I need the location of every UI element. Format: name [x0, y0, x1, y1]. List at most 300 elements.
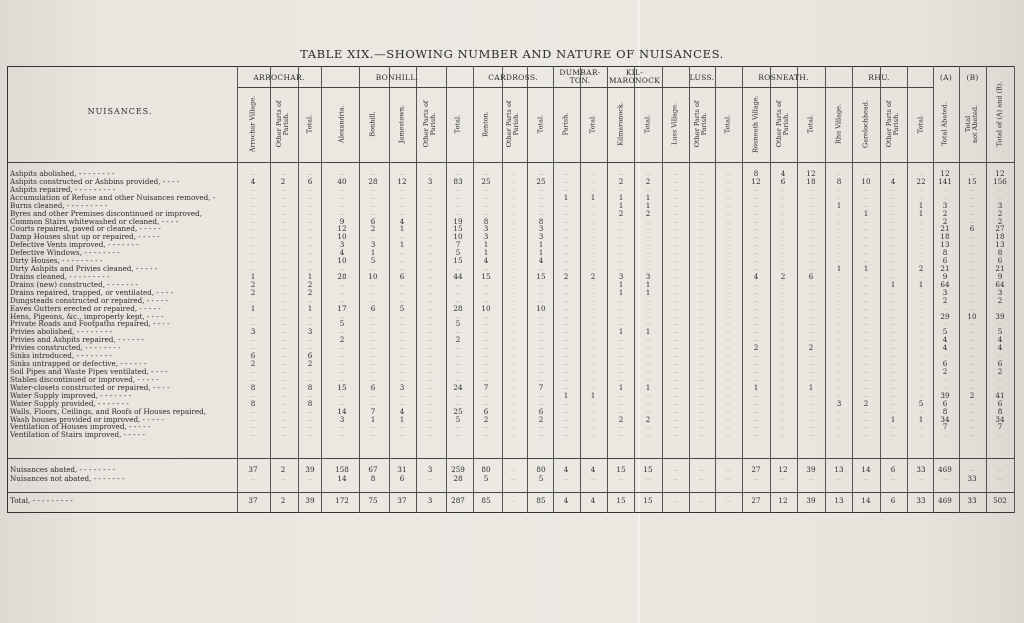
table-cell: 21	[940, 264, 950, 274]
table-cell: 5	[455, 414, 461, 424]
empty-cell: ...	[780, 313, 786, 320]
table-cell: 4	[250, 176, 256, 186]
empty-cell: ...	[645, 171, 651, 177]
empty-cell: ...	[890, 345, 896, 352]
table-cell: 6	[538, 406, 544, 416]
empty-cell: ...	[618, 392, 624, 399]
empty-cell: ...	[698, 305, 704, 312]
empty-cell: ...	[672, 424, 678, 431]
row-label: Courts repaired, paved or cleaned, - - - - -	[10, 224, 161, 234]
empty-cell: ...	[455, 281, 461, 288]
empty-cell: ...	[510, 361, 516, 368]
table-cell: 1	[538, 240, 544, 250]
empty-cell: ...	[725, 476, 731, 482]
row-label: Dungsteads constructed or repaired, - - - - -	[10, 295, 169, 305]
empty-cell: ...	[510, 329, 516, 336]
empty-cell: ...	[427, 345, 433, 352]
table-cell: 2	[918, 264, 924, 274]
empty-cell: ...	[753, 250, 759, 257]
empty-cell: ...	[427, 289, 433, 296]
empty-cell: ...	[645, 376, 651, 383]
table-cell: 15	[967, 176, 977, 186]
empty-cell: ...	[590, 289, 596, 296]
empty-cell: ...	[590, 432, 596, 439]
empty-cell: ...	[399, 376, 405, 383]
empty-cell: ...	[672, 392, 678, 399]
table-cell: 1	[307, 303, 313, 313]
empty-cell: ...	[510, 408, 516, 415]
table-cell: 14	[337, 406, 347, 416]
empty-cell: ...	[725, 297, 731, 304]
empty-cell: ...	[698, 467, 704, 473]
table-cell: 2	[590, 271, 596, 281]
empty-cell: ...	[590, 186, 596, 193]
row-label: Water-closets constructed or repaired, - - - -	[10, 382, 170, 392]
empty-cell: ...	[510, 353, 516, 360]
table-cell: 6	[997, 398, 1003, 408]
empty-cell: ...	[918, 345, 924, 352]
table-cell: 22	[916, 176, 926, 186]
empty-cell: ...	[538, 376, 544, 383]
empty-cell: ...	[969, 369, 975, 375]
empty-cell: ...	[969, 467, 975, 473]
empty-cell: ...	[808, 194, 814, 201]
empty-cell: ...	[483, 376, 489, 383]
empty-cell: ...	[918, 258, 924, 265]
empty-cell: ...	[645, 424, 651, 431]
empty-cell: ...	[753, 281, 759, 288]
empty-cell: ...	[538, 194, 544, 201]
empty-cell: ...	[836, 337, 842, 344]
empty-cell: ...	[510, 498, 516, 504]
table-cell: 15	[643, 465, 653, 474]
table-cell: 3	[339, 240, 345, 250]
empty-cell: ...	[455, 345, 461, 352]
empty-cell: ...	[307, 258, 313, 265]
empty-cell: ...	[538, 321, 544, 328]
table-cell: 8	[997, 406, 1003, 416]
empty-cell: ...	[698, 361, 704, 368]
nuisances-header: NUISANCES.	[87, 107, 153, 116]
empty-cell: ...	[969, 234, 975, 241]
table-cell: 67	[368, 465, 378, 474]
table-cell: 12	[778, 496, 788, 505]
table-cell: 2	[969, 390, 975, 400]
empty-cell: ...	[563, 321, 569, 328]
table-cell: 6	[942, 398, 948, 408]
table-cell: 1	[618, 287, 624, 297]
empty-cell: ...	[250, 297, 256, 304]
total-rule	[7, 492, 1015, 493]
group-underline	[825, 87, 933, 88]
empty-cell: ...	[618, 424, 624, 431]
empty-cell: ...	[280, 329, 286, 336]
empty-cell: ...	[538, 400, 544, 407]
table-cell: 1	[618, 382, 624, 392]
empty-cell: ...	[918, 476, 924, 482]
table-cell: 141	[938, 176, 952, 186]
empty-cell: ...	[918, 424, 924, 431]
table-cell: 13	[834, 496, 844, 505]
table-cell: 9	[942, 271, 948, 281]
empty-cell: ...	[698, 424, 704, 431]
empty-cell: ...	[753, 369, 759, 375]
group-underline	[553, 87, 607, 88]
table-cell: 33	[916, 465, 926, 474]
table-cell: 85	[536, 496, 546, 505]
table-cell: 8	[370, 474, 376, 483]
table-cell: 3	[997, 200, 1003, 210]
empty-cell: ...	[250, 226, 256, 233]
empty-cell: ...	[250, 194, 256, 201]
empty-cell: ...	[538, 186, 544, 193]
table-cell: 7	[997, 422, 1003, 432]
empty-cell: ...	[725, 281, 731, 288]
empty-cell: ...	[780, 226, 786, 233]
table-cell: 19	[453, 216, 463, 226]
empty-cell: ...	[455, 210, 461, 217]
empty-cell: ...	[370, 424, 376, 431]
table-cell: 75	[368, 496, 378, 505]
empty-cell: ...	[918, 384, 924, 391]
column-header: Total not Abated.	[964, 104, 979, 144]
empty-cell: ...	[672, 242, 678, 249]
empty-cell: ...	[698, 416, 704, 423]
empty-cell: ...	[370, 289, 376, 296]
table-cell: 1	[483, 248, 489, 258]
table-cell: 10	[453, 232, 463, 242]
table-cell: 4	[563, 465, 569, 474]
table-cell: 1	[618, 327, 624, 337]
empty-cell: ...	[339, 289, 345, 296]
empty-cell: ...	[780, 345, 786, 352]
empty-cell: ...	[753, 202, 759, 209]
empty-cell: ...	[698, 273, 704, 280]
column-header: Total.	[588, 114, 597, 134]
empty-cell: ...	[427, 210, 433, 217]
empty-cell: ...	[918, 186, 924, 193]
empty-cell: ...	[618, 250, 624, 257]
table-cell: 2	[483, 414, 489, 424]
empty-cell: ...	[698, 353, 704, 360]
table-cell: 6	[997, 256, 1003, 266]
empty-cell: ...	[250, 171, 256, 177]
table-cell: 27	[751, 496, 761, 505]
empty-cell: ...	[863, 329, 869, 336]
empty-cell: ...	[590, 376, 596, 383]
empty-cell: ...	[942, 476, 948, 482]
table-cell: 25	[536, 176, 546, 186]
empty-cell: ...	[538, 432, 544, 439]
empty-cell: ...	[339, 345, 345, 352]
empty-cell: ...	[339, 171, 345, 177]
empty-cell: ...	[725, 353, 731, 360]
empty-cell: ...	[399, 424, 405, 431]
table-cell: 39	[995, 311, 1005, 321]
empty-cell: ...	[808, 329, 814, 336]
empty-cell: ...	[370, 210, 376, 217]
empty-cell: ...	[307, 392, 313, 399]
empty-cell: ...	[725, 376, 731, 383]
empty-cell: ...	[808, 337, 814, 344]
empty-cell: ...	[780, 369, 786, 375]
empty-cell: ...	[563, 234, 569, 241]
empty-cell: ...	[918, 234, 924, 241]
empty-cell: ...	[753, 234, 759, 241]
empty-cell: ...	[753, 476, 759, 482]
empty-cell: ...	[483, 202, 489, 209]
empty-cell: ...	[280, 171, 286, 177]
empty-cell: ...	[836, 171, 842, 177]
empty-cell: ...	[510, 392, 516, 399]
empty-cell: ...	[618, 369, 624, 375]
empty-cell: ...	[753, 329, 759, 336]
empty-cell: ...	[250, 258, 256, 265]
row-label: Walls, Floors, Ceilings, and Roofs of Houses repaired,	[10, 406, 207, 416]
table-cell: 28	[453, 474, 463, 483]
empty-cell: ...	[427, 369, 433, 375]
empty-cell: ...	[863, 226, 869, 233]
table-cell: 15	[616, 465, 626, 474]
empty-cell: ...	[672, 273, 678, 280]
empty-cell: ...	[280, 266, 286, 273]
table-cell: 15	[536, 271, 546, 281]
empty-cell: ...	[280, 258, 286, 265]
empty-cell: ...	[399, 369, 405, 375]
empty-cell: ...	[672, 467, 678, 473]
empty-cell: ...	[997, 432, 1003, 439]
empty-cell: ...	[753, 376, 759, 383]
empty-cell: ...	[808, 281, 814, 288]
table-cell: 4	[563, 496, 569, 505]
empty-cell: ...	[483, 392, 489, 399]
table-cell: 5	[370, 256, 376, 266]
table-row	[0, 328, 1024, 336]
empty-cell: ...	[370, 337, 376, 344]
empty-cell: ...	[590, 210, 596, 217]
empty-cell: ...	[399, 400, 405, 407]
table-cell: 2	[563, 271, 569, 281]
column-header: Total.	[453, 114, 462, 134]
empty-cell: ...	[753, 289, 759, 296]
empty-cell: ...	[836, 432, 842, 439]
table-cell: 7	[942, 422, 948, 432]
table-cell: 2	[455, 335, 461, 345]
table-cell: 2	[753, 343, 759, 353]
table-row	[0, 352, 1024, 360]
column-header: Renton.	[481, 111, 490, 137]
table-cell: 10	[967, 311, 977, 321]
empty-cell: ...	[780, 194, 786, 201]
group-underline	[473, 87, 553, 88]
empty-cell: ...	[618, 186, 624, 193]
empty-cell: ...	[836, 226, 842, 233]
empty-cell: ...	[483, 171, 489, 177]
table-cell: 1	[863, 208, 869, 218]
empty-cell: ...	[997, 467, 1003, 473]
empty-cell: ...	[863, 234, 869, 241]
empty-cell: ...	[455, 369, 461, 375]
empty-cell: ...	[563, 329, 569, 336]
empty-cell: ...	[590, 218, 596, 225]
row-label: Common Stairs whitewashed or cleaned, - - - -	[10, 216, 179, 226]
empty-cell: ...	[780, 392, 786, 399]
empty-cell: ...	[969, 408, 975, 415]
empty-cell: ...	[890, 210, 896, 217]
table-row	[0, 233, 1024, 241]
column-header: Other Parts of Parish.	[775, 100, 790, 148]
table-cell: 10	[337, 232, 347, 242]
empty-cell: ...	[427, 329, 433, 336]
table-cell: 158	[335, 465, 349, 474]
empty-cell: ...	[538, 266, 544, 273]
empty-cell: ...	[455, 376, 461, 383]
row-label: Soil Pipes and Waste Pipes ventilated, - - - -	[10, 367, 168, 376]
empty-cell: ...	[455, 313, 461, 320]
empty-cell: ...	[808, 210, 814, 217]
empty-cell: ...	[339, 281, 345, 288]
empty-cell: ...	[307, 337, 313, 344]
table-cell: 1	[563, 390, 569, 400]
empty-cell: ...	[969, 171, 975, 177]
empty-cell: ...	[455, 353, 461, 360]
empty-cell: ...	[780, 424, 786, 431]
empty-cell: ...	[780, 337, 786, 344]
empty-cell: ...	[863, 273, 869, 280]
empty-cell: ...	[698, 281, 704, 288]
empty-cell: ...	[455, 392, 461, 399]
empty-cell: ...	[890, 266, 896, 273]
table-cell: 2	[863, 398, 869, 408]
table-cell: 17	[337, 303, 347, 313]
table-cell: 21	[940, 224, 950, 234]
table-cell: 2	[280, 176, 286, 186]
table-cell: 3	[483, 232, 489, 242]
table-cell: 39	[305, 496, 315, 505]
empty-cell: ...	[890, 353, 896, 360]
empty-cell: ...	[370, 361, 376, 368]
empty-cell: ...	[863, 424, 869, 431]
empty-cell: ...	[808, 266, 814, 273]
table-row	[0, 344, 1024, 352]
table-cell: 10	[536, 303, 546, 313]
empty-cell: ...	[250, 476, 256, 482]
table-cell: 15	[453, 256, 463, 266]
empty-cell: ...	[483, 345, 489, 352]
empty-cell: ...	[780, 476, 786, 482]
empty-cell: ...	[645, 369, 651, 375]
table-cell: 8	[307, 382, 313, 392]
empty-cell: ...	[808, 202, 814, 209]
empty-cell: ...	[753, 226, 759, 233]
empty-cell: ...	[510, 281, 516, 288]
empty-cell: ...	[863, 258, 869, 265]
empty-cell: ...	[725, 408, 731, 415]
empty-cell: ...	[672, 297, 678, 304]
table-row	[0, 178, 1024, 186]
empty-cell: ...	[863, 242, 869, 249]
empty-cell: ...	[427, 266, 433, 273]
row-label: Water Supply improved, - - - - - - -	[10, 390, 131, 400]
table-cell: 5	[918, 398, 924, 408]
empty-cell: ...	[339, 376, 345, 383]
empty-cell: ...	[836, 321, 842, 328]
empty-cell: ...	[427, 171, 433, 177]
empty-cell: ...	[427, 376, 433, 383]
empty-cell: ...	[969, 210, 975, 217]
empty-cell: ...	[510, 369, 516, 375]
empty-cell: ...	[399, 194, 405, 201]
empty-cell: ...	[483, 210, 489, 217]
empty-cell: ...	[427, 202, 433, 209]
empty-cell: ...	[427, 337, 433, 344]
empty-cell: ...	[780, 258, 786, 265]
table-cell: 1	[590, 192, 596, 202]
empty-cell: ...	[918, 376, 924, 383]
empty-cell: ...	[590, 384, 596, 391]
empty-cell: ...	[698, 337, 704, 344]
empty-cell: ...	[280, 234, 286, 241]
empty-cell: ...	[808, 424, 814, 431]
empty-cell: ...	[538, 281, 544, 288]
empty-cell: ...	[427, 250, 433, 257]
table-cell: 44	[453, 271, 463, 281]
group-underline	[237, 87, 321, 88]
empty-cell: ...	[918, 289, 924, 296]
table-cell: 15	[616, 496, 626, 505]
empty-cell: ...	[399, 297, 405, 304]
empty-cell: ...	[942, 376, 948, 383]
table-cell: 6	[307, 176, 313, 186]
table-row	[0, 336, 1024, 344]
empty-cell: ...	[563, 210, 569, 217]
empty-cell: ...	[510, 186, 516, 193]
empty-cell: ...	[510, 376, 516, 383]
empty-cell: ...	[725, 273, 731, 280]
empty-cell: ...	[339, 186, 345, 193]
table-cell: 37	[248, 465, 258, 474]
empty-cell: ...	[672, 476, 678, 482]
empty-cell: ...	[590, 242, 596, 249]
table-cell: 5	[483, 474, 489, 483]
empty-cell: ...	[863, 337, 869, 344]
empty-cell: ...	[339, 432, 345, 439]
empty-cell: ...	[969, 281, 975, 288]
empty-cell: ...	[250, 432, 256, 439]
table-cell: 6	[250, 351, 256, 361]
empty-cell: ...	[618, 297, 624, 304]
table-cell: 1	[918, 208, 924, 218]
table-cell: 1	[808, 382, 814, 392]
empty-cell: ...	[808, 353, 814, 360]
empty-cell: ...	[307, 218, 313, 225]
empty-cell: ...	[698, 258, 704, 265]
table-cell: 3	[307, 327, 313, 337]
group-header: LUSS.	[689, 73, 715, 82]
table-cell: 6	[370, 216, 376, 226]
empty-cell: ...	[590, 416, 596, 423]
empty-cell: ...	[280, 476, 286, 482]
empty-cell: ...	[590, 313, 596, 320]
empty-cell: ...	[918, 361, 924, 368]
empty-cell: ...	[808, 226, 814, 233]
empty-cell: ...	[698, 321, 704, 328]
empty-cell: ...	[863, 361, 869, 368]
empty-cell: ...	[250, 321, 256, 328]
table-row	[0, 423, 1024, 431]
row-label: Hens, Pigeons, &c., improperly kept, - - - -	[10, 311, 164, 321]
empty-cell: ...	[808, 186, 814, 193]
